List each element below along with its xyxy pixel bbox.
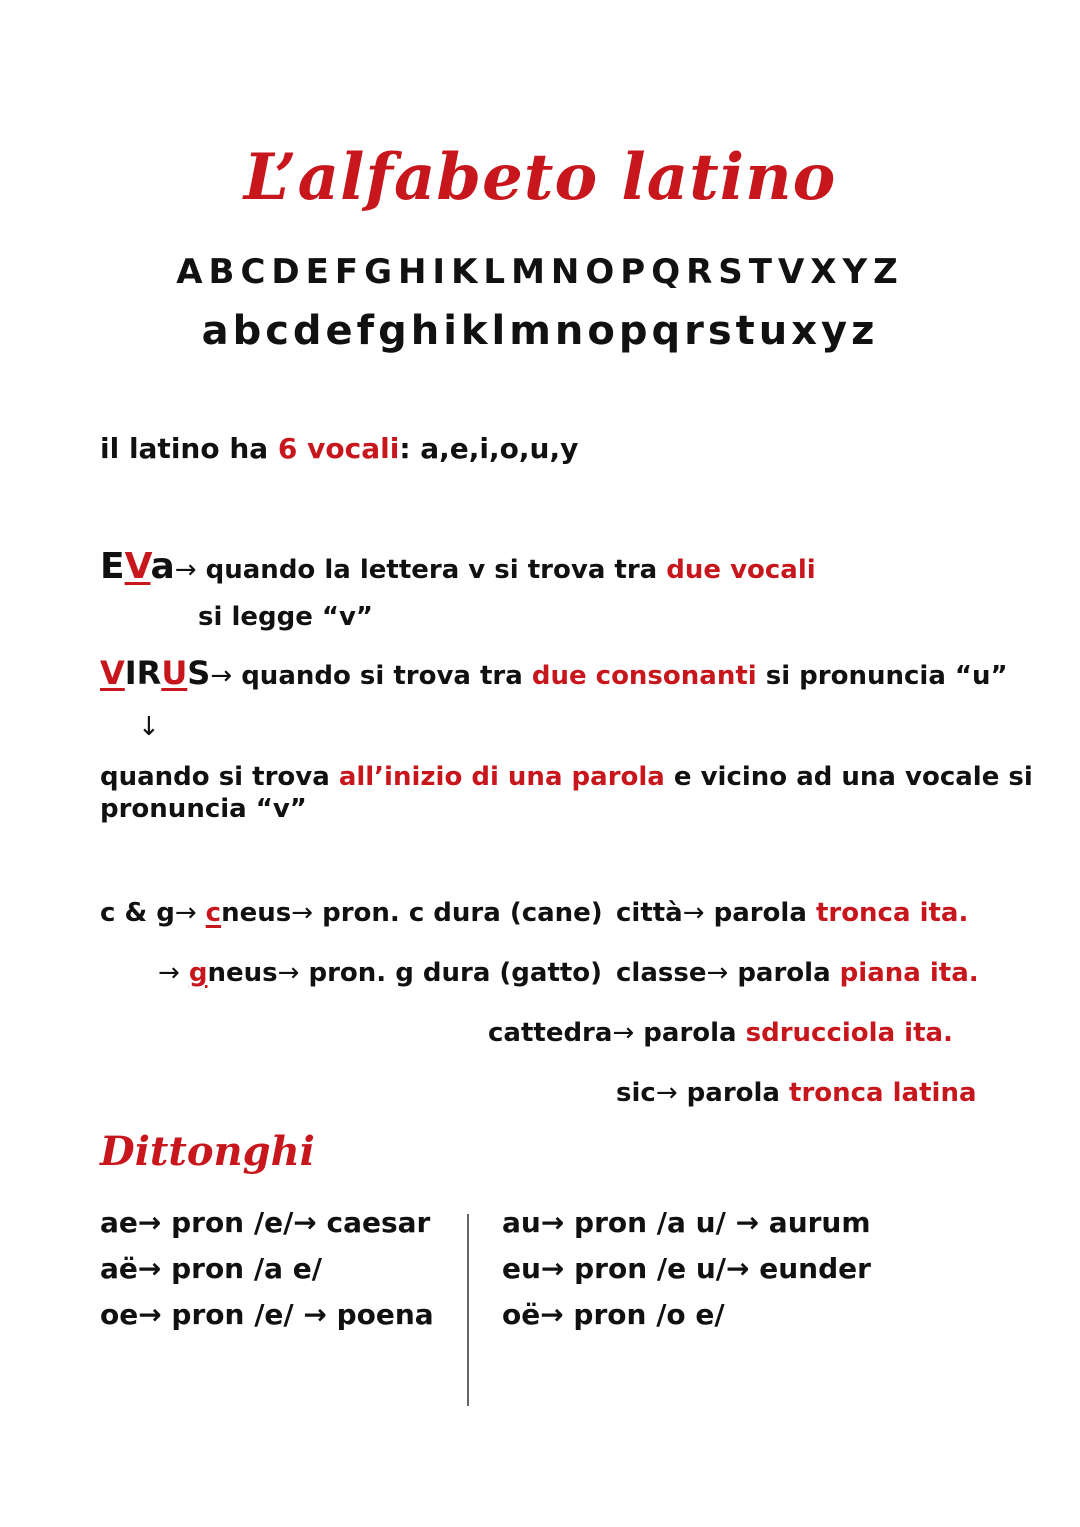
- initial-line2: pronuncia “v”: [100, 794, 307, 824]
- accent-text: parola: [634, 1018, 746, 1048]
- page-title: L’alfabeto latino: [243, 140, 837, 215]
- accent-word: cattedra: [488, 1018, 613, 1048]
- cneus-rest: neus: [221, 898, 292, 928]
- accent-highlight: piana ita.: [839, 958, 979, 988]
- virus-letter-s: S: [187, 654, 211, 692]
- accent-citta: [616, 898, 968, 928]
- initial-rule: [100, 762, 1033, 792]
- diphthong-oe-dieresis: oë→ pron /o e/: [502, 1298, 725, 1331]
- initial-suffix: e vicino ad una vocale si: [664, 762, 1033, 792]
- virus-highlight: due consonanti: [531, 661, 757, 691]
- arrow-icon: →: [174, 555, 197, 585]
- cneus-rule: [100, 898, 603, 928]
- diphthong-oe: oe→ pron /e/ → poena: [100, 1298, 434, 1331]
- accent-highlight: tronca ita.: [815, 898, 969, 928]
- eva-word: [100, 546, 175, 587]
- vowels-prefix: il latino ha: [100, 432, 278, 465]
- arrow-icon: →: [682, 898, 705, 928]
- initial-highlight: all’inizio di una parola: [338, 762, 665, 792]
- diphthong-ae-dieresis: aë→ pron /a e/: [100, 1252, 322, 1285]
- eva-letter-e: E: [100, 546, 125, 587]
- arrow-icon: →: [210, 661, 233, 691]
- diphthong-au: au→ pron /a u/ → aurum: [502, 1206, 871, 1239]
- accent-sic: [616, 1078, 977, 1108]
- diphthong-eu: eu→ pron /e u/→ eunder: [502, 1252, 871, 1285]
- eva-letter-a: a: [150, 546, 175, 587]
- arrow-icon: →: [706, 958, 729, 988]
- virus-letter-u: U: [161, 654, 188, 692]
- accent-text: parola: [728, 958, 840, 988]
- accent-highlight: sdrucciola ita.: [745, 1018, 953, 1048]
- gneus-pron: pron. g dura (gatto): [299, 958, 603, 988]
- accent-word: classe: [616, 958, 707, 988]
- alphabet-uppercase: ABCDEFGHIKLMNOPQRSTVXYZ: [176, 252, 904, 292]
- virus-suffix: si pronuncia “u”: [756, 661, 1008, 691]
- accent-highlight: tronca latina: [789, 1078, 977, 1108]
- arrow-icon: →: [174, 898, 197, 928]
- cneus-pron: pron. c dura (cane): [313, 898, 603, 928]
- cneus-first-letter: c: [205, 898, 222, 928]
- arrow-icon: →: [612, 1018, 635, 1048]
- vowels-highlight: 6 vocali: [277, 432, 400, 465]
- virus-rule: [100, 654, 1008, 692]
- arrow-icon: →: [291, 898, 314, 928]
- arrow-icon: →: [655, 1078, 678, 1108]
- accent-word: sic: [616, 1078, 656, 1108]
- diphthong-ae: ae→ pron /e/→ caesar: [100, 1206, 431, 1239]
- virus-letters-ir: IR: [124, 654, 162, 692]
- arrow-icon: →: [158, 958, 180, 988]
- virus-text: quando si trova tra: [232, 661, 532, 691]
- eva-rule: [100, 546, 816, 587]
- vowels-suffix: : a,e,i,o,u,y: [399, 432, 579, 465]
- arrow-icon: →: [277, 958, 300, 988]
- eva-letter-v: V: [124, 546, 151, 587]
- section-heading-dittonghi: Dittonghi: [100, 1128, 315, 1175]
- cg-label: c & g: [100, 898, 175, 928]
- eva-line2: si legge “v”: [198, 602, 374, 632]
- gneus-rest: neus: [207, 958, 278, 988]
- virus-word: [100, 654, 210, 692]
- gneus-rule: [158, 958, 602, 988]
- virus-letter-v: V: [100, 654, 125, 692]
- accent-text: parola: [677, 1078, 790, 1108]
- accent-classe: [616, 958, 979, 988]
- eva-highlight: due vocali: [666, 555, 816, 585]
- accent-cattedra: [488, 1018, 953, 1048]
- gneus-first-letter: g: [188, 958, 208, 988]
- accent-text: parola: [704, 898, 816, 928]
- initial-prefix: quando si trova: [100, 762, 339, 792]
- down-arrow-icon: ↓: [138, 712, 160, 742]
- vowels-line: [100, 432, 578, 465]
- column-divider: [467, 1214, 469, 1406]
- alphabet-lowercase: abcdefghiklmnopqrstuxyz: [201, 308, 879, 354]
- accent-word: città: [616, 898, 683, 928]
- eva-text: quando la lettera v si trova tra: [196, 555, 667, 585]
